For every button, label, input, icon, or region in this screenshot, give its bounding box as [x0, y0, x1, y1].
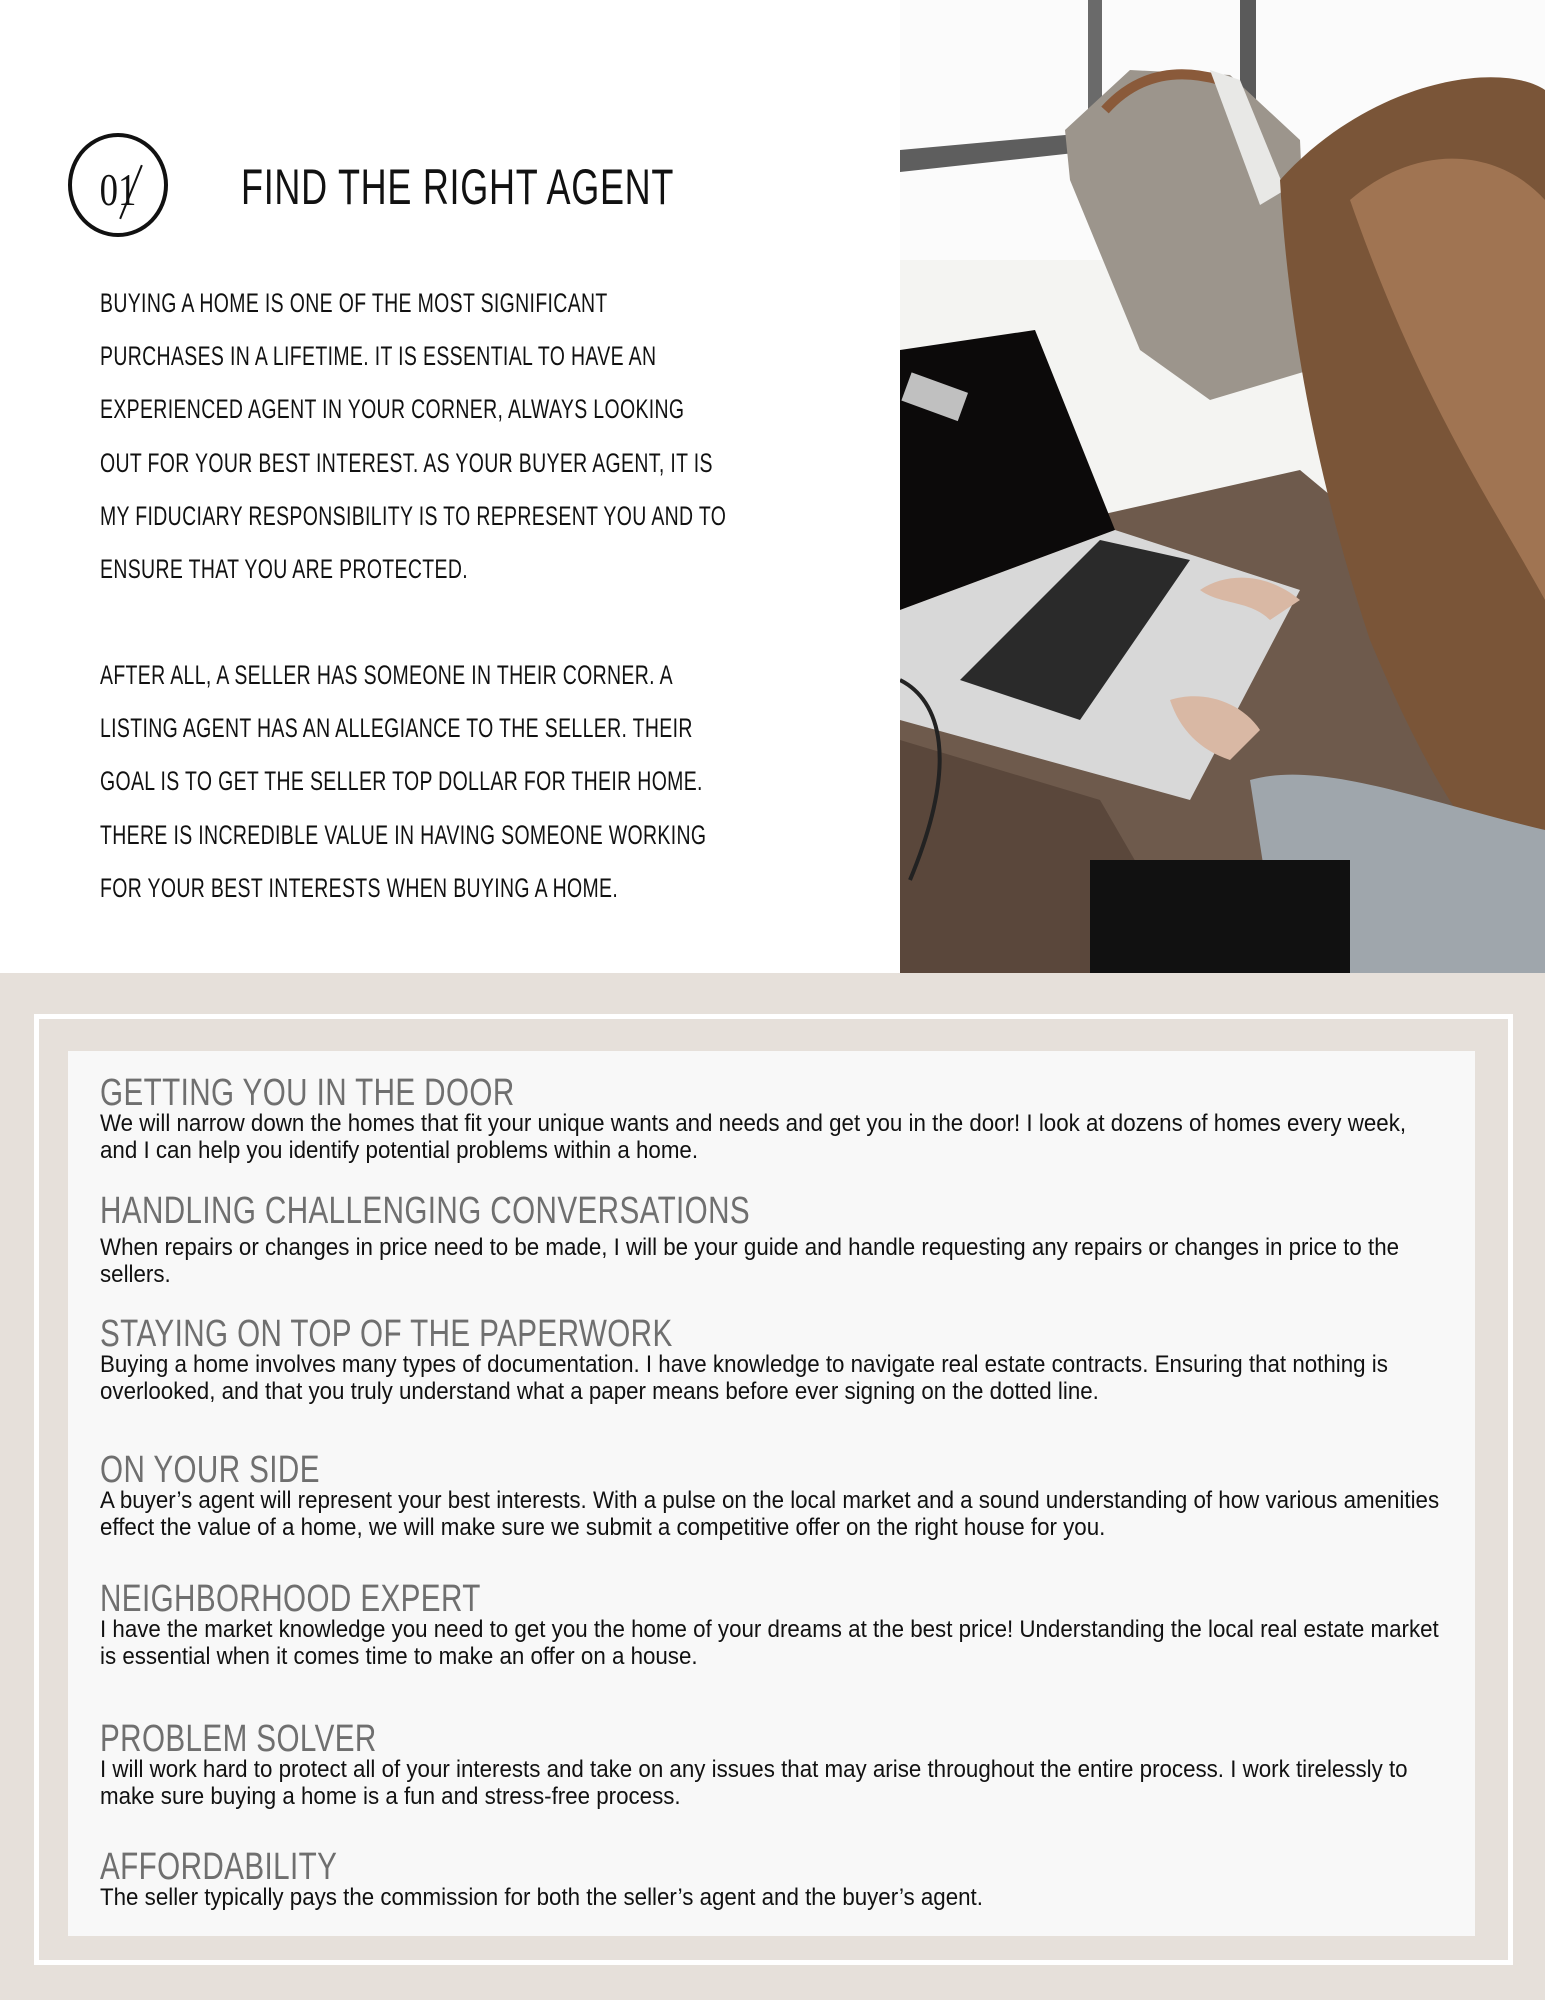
- text-line: BUYING A HOME IS ONE OF THE MOST SIGNIFICANT: [100, 288, 608, 318]
- text-line: OUT FOR YOUR BEST INTEREST. AS YOUR BUYER AGENT, IT IS: [100, 447, 713, 478]
- benefit-heading: AFFORDABILITY: [100, 1846, 338, 1888]
- benefit-section: [100, 1072, 1460, 1164]
- text-line: MY FIDUCIARY RESPONSIBILITY IS TO REPRESENT YOU AND TO: [100, 500, 727, 531]
- text-line: THERE IS INCREDIBLE VALUE IN HAVING SOMEONE WORKING: [100, 819, 707, 850]
- text-line: ENSURE THAT YOU ARE PROTECTED.: [100, 553, 468, 584]
- benefit-heading: HANDLING CHALLENGING CONVERSATIONS: [100, 1190, 751, 1232]
- benefit-section: [100, 1578, 1460, 1670]
- benefit-body: A buyer’s agent will represent your best interests. With a pulse on the local market and a sound understanding of how various amenities effect the value of a home, we will make sure we submit a competitive offer on the right house for you.: [100, 1487, 1440, 1541]
- page-title: FIND THE RIGHT AGENT: [241, 159, 675, 215]
- benefit-section: [100, 1449, 1460, 1541]
- benefit-body: I will work hard to protect all of your interests and take on any issues that may arise throughout the entire process. I work tirelessly to make sure buying a home is a fun and stress-free process.: [100, 1756, 1408, 1810]
- benefit-heading: NEIGHBORHOOD EXPERT: [100, 1578, 481, 1620]
- benefit-section: [100, 1190, 1460, 1288]
- step-number: 01: [99, 164, 137, 215]
- text-line: PURCHASES IN A LIFETIME. IT IS ESSENTIAL TO HAVE AN: [100, 341, 657, 372]
- text-line: FOR YOUR BEST INTERESTS WHEN BUYING A HOME.: [100, 872, 619, 903]
- benefit-section: [100, 1718, 1460, 1810]
- benefit-body: Buying a home involves many types of documentation. I have knowledge to navigate real estate contracts. Ensuring that nothing is overlooked, and that you truly understand what a paper means before ever signing on the dotted line.: [100, 1351, 1388, 1405]
- benefit-section: [100, 1846, 1460, 1912]
- woman-laptop-photo: [900, 0, 1545, 973]
- benefit-heading: STAYING ON TOP OF THE PAPERWORK: [100, 1313, 673, 1355]
- benefit-heading: GETTING YOU IN THE DOOR: [100, 1072, 515, 1114]
- text-line: AFTER ALL, A SELLER HAS SOMEONE IN THEIR CORNER. A: [100, 660, 673, 690]
- step-number-badge: [68, 133, 168, 237]
- benefit-heading: PROBLEM SOLVER: [100, 1718, 377, 1760]
- benefit-section: [100, 1313, 1460, 1405]
- text-line: EXPERIENCED AGENT IN YOUR CORNER, ALWAYS LOOKING: [100, 394, 685, 425]
- text-line: LISTING AGENT HAS AN ALLEGIANCE TO THE SELLER. THEIR: [100, 713, 693, 744]
- benefit-body: The seller typically pays the commission for both the seller’s agent and the buyer’s agent.: [100, 1884, 983, 1911]
- text-line: GOAL IS TO GET THE SELLER TOP DOLLAR FOR THEIR HOME.: [100, 766, 703, 797]
- benefit-heading: ON YOUR SIDE: [100, 1449, 320, 1491]
- benefit-body: I have the market knowledge you need to get you the home of your dreams at the best price! Understanding the local real estate market is essential when it comes time to make an offer on a house.: [100, 1616, 1439, 1670]
- benefit-body: When repairs or changes in price need to be made, I will be your guide and handle requesting any repairs or changes in price to the sellers.: [100, 1234, 1400, 1288]
- benefit-body: We will narrow down the homes that fit your unique wants and needs and get you in the door! I look at dozens of homes every week, and I can help you identify potential problems within a home.: [100, 1110, 1407, 1164]
